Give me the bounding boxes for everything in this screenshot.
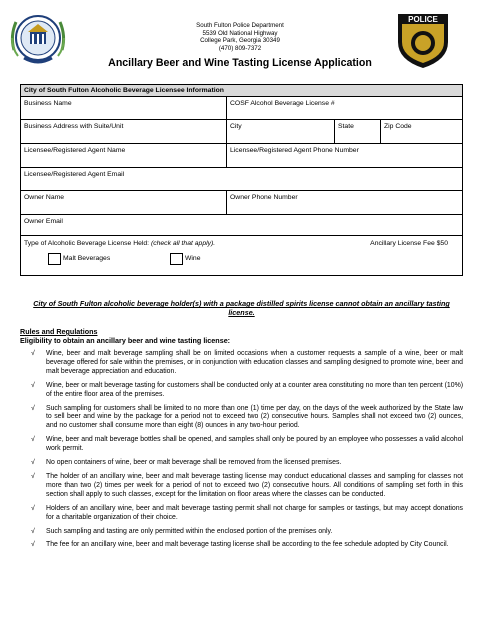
owner-name-field[interactable] [21, 191, 227, 214]
owner-name-label: Owner Name [24, 194, 65, 201]
check-mark-icon: √ [31, 472, 35, 480]
rule-text: The fee for an ancillary wine, beer and malt beverage tasting license shall be according to the fee schedule adopted by City Council. [46, 541, 449, 549]
malt-beverages-checkbox[interactable] [48, 253, 61, 265]
rule-text: Holders of an ancillary wine, beer and malt beverage tasting permit shall not charge for samples or tastings, but may accept donations for a charitable organization of their choice. [46, 504, 463, 521]
form-section-title: City of South Fulton Alcoholic Beverage Licensee Information [21, 85, 462, 97]
wine-label: Wine [185, 255, 201, 262]
list-item [20, 459, 463, 468]
list-item [20, 473, 463, 500]
rules-list [20, 350, 463, 550]
zip-code-label: Zip Code [384, 123, 412, 130]
check-mark-icon: √ [31, 527, 35, 535]
department-city: College Park, Georgia 30349 [200, 37, 280, 45]
wine-checkbox[interactable] [170, 253, 183, 265]
rules-heading: Rules and Regulations [20, 327, 98, 336]
cosf-license-field[interactable] [227, 97, 462, 119]
department-phone: (470) 809-7372 [218, 44, 262, 52]
agent-email-label: Licensee/Registered Agent Email [24, 171, 125, 178]
license-type-text: Type of Alcoholic Beverage License Held: [24, 240, 151, 247]
list-item [20, 405, 463, 432]
business-address-label: Business Address with Suite/Unit [24, 123, 124, 130]
business-name-field[interactable] [21, 97, 227, 119]
owner-email-label: Owner Email [24, 218, 63, 225]
form-row-agent [21, 144, 462, 168]
check-mark-icon: √ [31, 404, 35, 412]
package-license-notice: City of South Fulton alcoholic beverage holder(s) with a package distilled spirits license cannot obtain an ancillary tasting license. [33, 299, 450, 317]
cosf-license-label: COSF Alcohol Beverage License # [230, 100, 335, 107]
form-row-address [21, 120, 462, 144]
rule-text: Such sampling for customers shall be limited to no more than one (1) time per day, on the days of the week authorized by the State law to sell beer and wine by the package for a period not to exceed two (2) consecutive hours. Samples shall not exceed two (2) ounces, and no customer shall consume more than eight (8) ounces in any two-hour period. [46, 404, 463, 430]
owner-phone-label: Owner Phone Number [230, 194, 298, 201]
badge-text: POLICE [408, 15, 438, 24]
rule-text: Wine, beer or malt beverage tasting for customers shall be conducted only at a counter area constituting no more than ten percent (10%) of the entire floor area of the premises. [46, 381, 463, 398]
list-item [20, 382, 463, 400]
zip-code-field[interactable] [381, 120, 462, 143]
license-type-label [24, 240, 215, 247]
agent-phone-label: Licensee/Registered Agent Phone Number [230, 147, 359, 154]
rule-text: No open containers of wine, beer or malt beverage shall be removed from the licensed premises. [46, 459, 342, 467]
department-address [150, 22, 330, 52]
list-item [20, 350, 463, 377]
check-mark-icon: √ [31, 459, 35, 467]
state-label: State [338, 123, 354, 130]
list-item [20, 436, 463, 454]
state-field[interactable] [335, 120, 381, 143]
department-name: South Fulton Police Department [196, 22, 284, 29]
business-name-label: Business Name [24, 100, 72, 107]
check-mark-icon: √ [31, 436, 35, 444]
agent-name-field[interactable] [21, 144, 227, 167]
city-field[interactable] [227, 120, 335, 143]
agent-name-label: Licensee/Registered Agent Name [24, 147, 126, 154]
rule-text: Such sampling and tasting are only permitted within the enclosed portion of the premises only. [46, 527, 333, 535]
list-item [20, 528, 463, 537]
list-item [20, 541, 463, 550]
form-row-owner-email [21, 215, 462, 236]
check-mark-icon: √ [31, 504, 35, 512]
malt-beverages-label: Malt Beverages [63, 255, 111, 262]
agent-email-field[interactable] [21, 168, 462, 190]
license-type-note: (check all that apply). [150, 240, 216, 247]
check-mark-icon: √ [31, 350, 35, 357]
page-title: Ancillary Beer and Wine Tasting License Application [108, 57, 372, 69]
rule-text: The holder of an ancillary wine, beer and malt beverage tasting license may conduct educational classes and sampling for classes not more than two (2) times per week for a period of not to exceed two (2) consecutive hours. All conditions of sampling set forth in this section shall apply to such classes, except for the limitation on floor areas where the classes can be conducted. [46, 472, 463, 498]
form-row-business [21, 97, 462, 120]
city-label: City [230, 123, 242, 130]
form-row-agent-email [21, 168, 462, 191]
form-row-license-type [21, 236, 462, 275]
department-street: 5539 Old National Highway [202, 29, 278, 37]
check-mark-icon: √ [31, 381, 35, 389]
licensee-information-form [20, 84, 463, 276]
check-mark-icon: √ [31, 541, 35, 549]
business-address-field[interactable] [21, 120, 227, 143]
rule-text: Wine, beer and malt beverage sampling shall be on limited occasions when a customer requests a sample of a wine, beer or malt beverage offered for sale within the premises, or in conjunction with education classes and sampling designed to promote wine, beer and malt beverage appreciation and education. [46, 350, 464, 375]
license-fee: Ancillary License Fee $50 [370, 240, 448, 247]
owner-email-field[interactable] [21, 215, 462, 235]
agent-phone-field[interactable] [227, 144, 462, 167]
list-item [20, 505, 463, 523]
rules-subheading: Eligibility to obtain an ancillary beer and wine tasting license: [20, 336, 231, 345]
rule-text: Wine, beer and malt beverage bottles shall be opened, and samples shall only be poured by an employee who possesses a valid alcohol work permit. [46, 436, 463, 453]
form-row-owner [21, 191, 462, 215]
owner-phone-field[interactable] [227, 191, 462, 214]
